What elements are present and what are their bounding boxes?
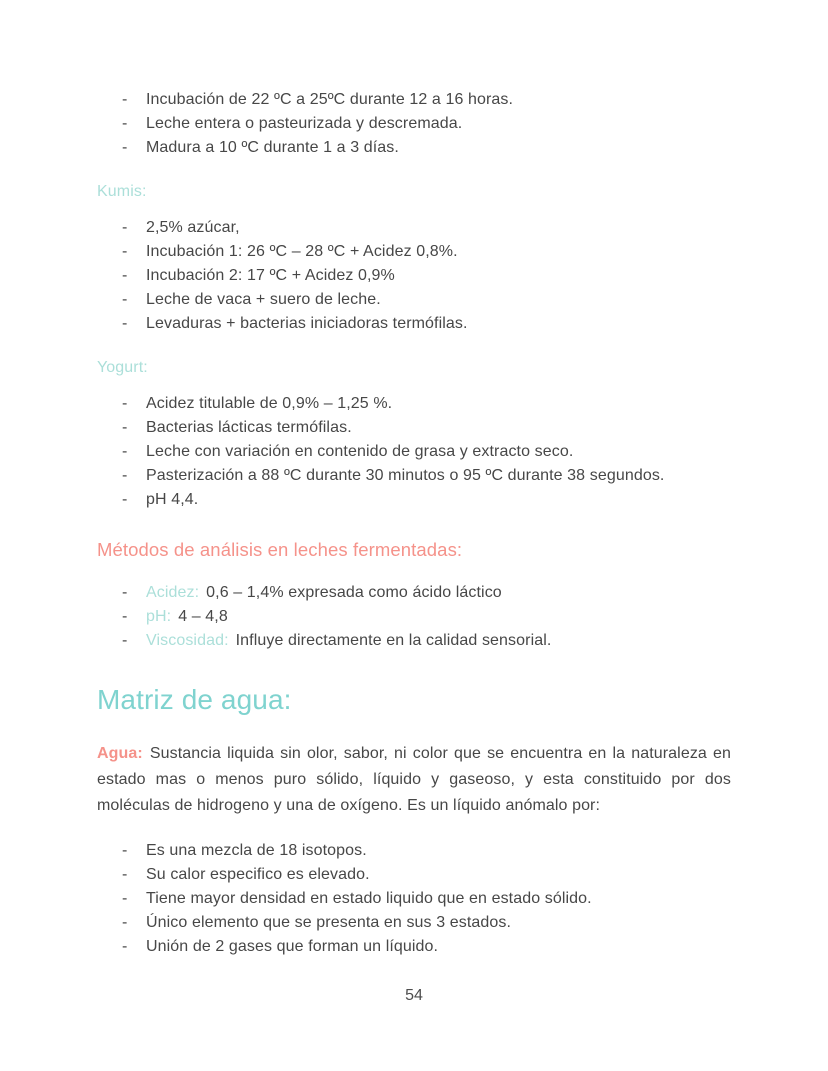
dash-bullet: - (122, 395, 128, 412)
metric-value: 0,6 – 1,4% expresada como ácido láctico (206, 584, 502, 601)
list-item-text: Incubación de 22 ºC a 25ºC durante 12 a 16 horas. (146, 91, 514, 108)
list-item-text: Es una mezcla de 18 isotopos. (146, 842, 367, 859)
dash-bullet: - (122, 890, 128, 907)
dash-bullet: - (122, 584, 128, 601)
agua-list (97, 839, 731, 959)
metric-label: Acidez: (146, 584, 200, 601)
dash-bullet: - (122, 315, 128, 332)
list-item (122, 392, 731, 416)
list-item-text: Bacterias lácticas termófilas. (146, 419, 352, 436)
list-item-text: Madura a 10 ºC durante 1 a 3 días. (146, 139, 399, 156)
dash-bullet: - (122, 91, 128, 108)
agua-paragraph (97, 741, 731, 819)
list-item-text (146, 581, 731, 605)
list-item-text (146, 629, 731, 653)
yogurt-heading: Yogurt: (97, 359, 148, 376)
list-item (122, 605, 731, 629)
kumis-list (97, 216, 731, 336)
matriz-heading: Matriz de agua: (97, 684, 292, 715)
dash-bullet: - (122, 267, 128, 284)
list-item-text (146, 605, 731, 629)
list-item (122, 88, 731, 112)
list-item (122, 581, 731, 605)
metric-value: Influye directamente en la calidad sensorial. (235, 632, 552, 649)
list-item (122, 240, 731, 264)
page-content (97, 88, 731, 959)
list-item-text: 2,5% azúcar, (146, 219, 240, 236)
list-item (122, 288, 731, 312)
list-item-text: Su calor especifico es elevado. (146, 866, 370, 883)
dash-bullet: - (122, 243, 128, 260)
list-item (122, 112, 731, 136)
dash-bullet: - (122, 842, 128, 859)
list-item-text: pH 4,4. (146, 491, 199, 508)
list-item (122, 863, 731, 887)
list-item (122, 464, 731, 488)
dash-bullet: - (122, 866, 128, 883)
kumis-heading: Kumis: (97, 183, 147, 200)
dash-bullet: - (122, 938, 128, 955)
list-item (122, 416, 731, 440)
list-item-text: Levaduras + bacterias iniciadoras termófilas. (146, 315, 468, 332)
yogurt-list (97, 392, 731, 512)
dash-bullet: - (122, 291, 128, 308)
intro-list (97, 88, 731, 160)
list-item (122, 264, 731, 288)
list-item-text: Acidez titulable de 0,9% – 1,25 %. (146, 395, 393, 412)
dash-bullet: - (122, 632, 128, 649)
dash-bullet: - (122, 914, 128, 931)
dash-bullet: - (122, 419, 128, 436)
list-item-text: Leche con variación en contenido de grasa y extracto seco. (146, 443, 574, 460)
dash-bullet: - (122, 443, 128, 460)
list-item (122, 136, 731, 160)
agua-label: Agua: (97, 745, 143, 762)
list-item (122, 629, 731, 653)
dash-bullet: - (122, 115, 128, 132)
metric-value: 4 – 4,8 (178, 608, 228, 625)
list-item-text: Incubación 1: 26 ºC – 28 ºC + Acidez 0,8%. (146, 243, 458, 260)
dash-bullet: - (122, 467, 128, 484)
metric-label: pH: (146, 608, 172, 625)
metodos-heading: Métodos de análisis en leches fermentadas: (97, 539, 463, 560)
page-number: 54 (405, 987, 423, 1004)
list-item (122, 887, 731, 911)
list-item (122, 839, 731, 863)
list-item (122, 911, 731, 935)
list-item-text: Tiene mayor densidad en estado liquido que en estado sólido. (146, 890, 592, 907)
list-item-text: Leche entera o pasteurizada y descremada. (146, 115, 463, 132)
list-item-text: Incubación 2: 17 ºC + Acidez 0,9% (146, 267, 395, 284)
list-item-text: Unión de 2 gases que forman un líquido. (146, 938, 439, 955)
list-item (122, 935, 731, 959)
dash-bullet: - (122, 219, 128, 236)
dash-bullet: - (122, 139, 128, 156)
list-item (122, 440, 731, 464)
metodos-list (97, 581, 731, 653)
list-item-text: Único elemento que se presenta en sus 3 estados. (146, 914, 512, 931)
metric-label: Viscosidad: (146, 632, 229, 649)
list-item-text: Leche de vaca + suero de leche. (146, 291, 381, 308)
dash-bullet: - (122, 491, 128, 508)
list-item (122, 488, 731, 512)
dash-bullet: - (122, 608, 128, 625)
list-item-text: Pasterización a 88 ºC durante 30 minutos o 95 ºC durante 38 segundos. (146, 467, 665, 484)
agua-text: Sustancia liquida sin olor, sabor, ni color que se encuentra en la naturaleza en estado mas o menos puro sólido, líquido y gaseoso, y esta constituido por dos moléculas de hidrogeno y una de oxígeno. Es un líquido anómalo por: (97, 745, 731, 814)
list-item (122, 216, 731, 240)
list-item (122, 312, 731, 336)
